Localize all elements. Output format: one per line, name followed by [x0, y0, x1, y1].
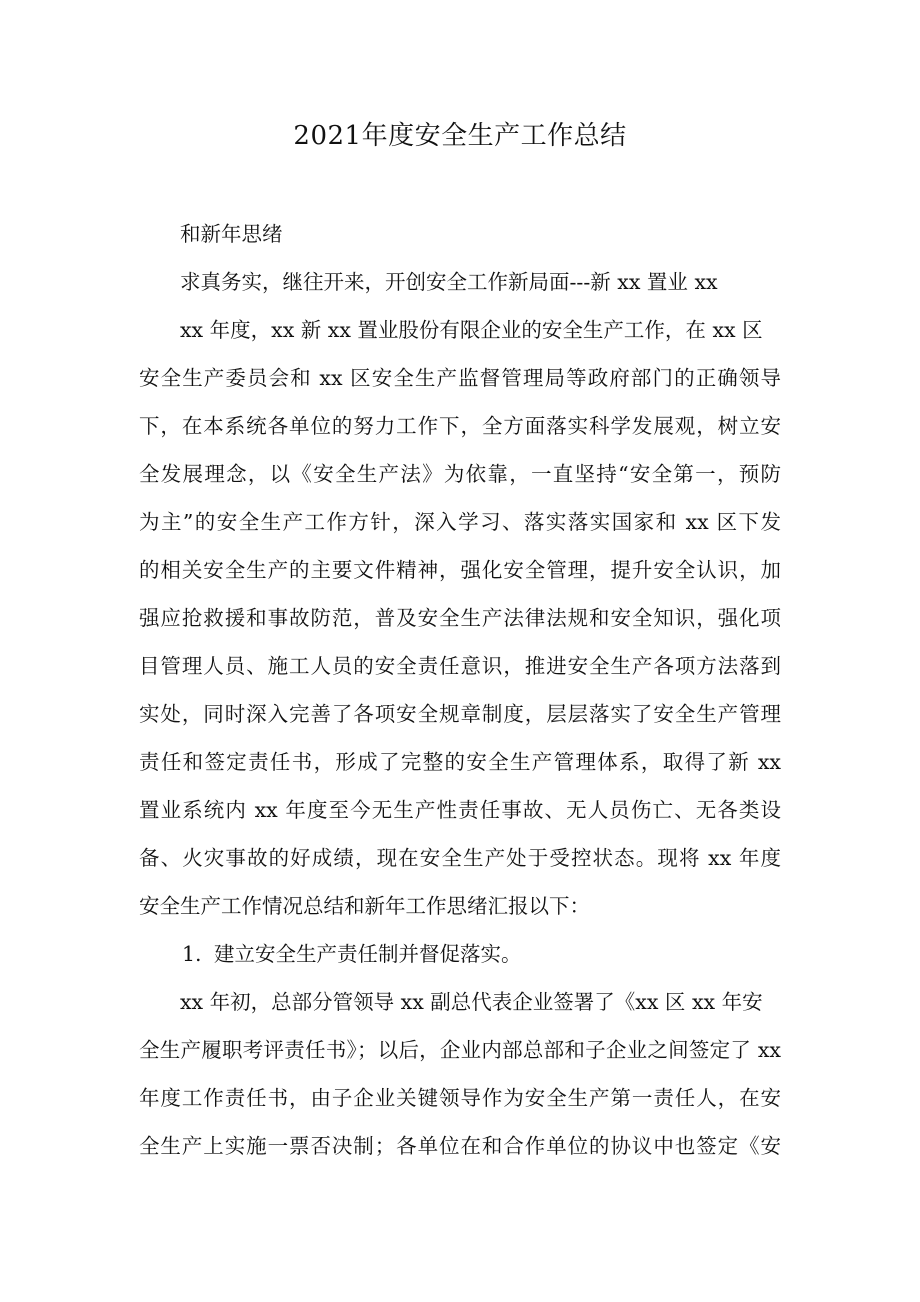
- paragraph-line: 安全生产工作情况总结和新年工作思绪汇报以下：: [139, 894, 590, 918]
- paragraph-line: 求真务实，继往开来，开创安全工作新局面---新 xx 置业 xx: [180, 270, 718, 294]
- paragraph-line: 目管理人员、施工人员的安全责任意识，推进安全生产各项方法落到: [139, 654, 781, 678]
- item-number: 1.: [182, 942, 202, 966]
- paragraph-line: 安全生产委员会和 xx 区安全生产监督管理局等政府部门的正确领导: [139, 366, 781, 390]
- paragraph-line: xx 年初，总部分管领导 xx 副总代表企业签署了《xx 区 xx 年安: [180, 990, 763, 1014]
- paragraph-line: 为主”的安全生产工作方针，深入学习、落实落实国家和 xx 区下发: [139, 510, 781, 534]
- paragraph-line: 全生产履职考评责任书》；以后，企业内部总部和子企业之间签定了 xx: [139, 1038, 781, 1062]
- paragraph-line: 全发展理念，以《安全生产法》为依靠，一直坚持“安全第一，预防: [139, 462, 781, 486]
- paragraph-line: 和新年思绪: [180, 222, 283, 246]
- item-text: 建立安全生产责任制并督促落实。: [214, 942, 522, 966]
- paragraph-line: 强应抢救援和事故防范，普及安全生产法律法规和安全知识，强化项: [139, 606, 781, 630]
- paragraph-line: 实处，同时深入完善了各项安全规章制度，层层落实了安全生产管理: [139, 702, 781, 726]
- paragraph-line: xx 年度，xx 新 xx 置业股份有限企业的安全生产工作，在 xx 区: [180, 318, 763, 342]
- paragraph-line: 下，在本系统各单位的努力工作下，全方面落实科学发展观，树立安: [139, 414, 781, 438]
- paragraph-line: 责任和签定责任书，形成了完整的安全生产管理体系，取得了新 xx: [139, 750, 781, 774]
- document-title: 2021年度安全生产工作总结: [293, 121, 627, 151]
- paragraph-line: 全生产上实施一票否决制；各单位在和合作单位的协议中也签定《安: [139, 1134, 781, 1158]
- paragraph-line: 年度工作责任书，由子企业关键领导作为安全生产第一责任人，在安: [139, 1086, 781, 1110]
- paragraph-line: 备、火灾事故的好成绩，现在安全生产处于受控状态。现将 xx 年度: [139, 846, 781, 870]
- paragraph-line: 置业系统内 xx 年度至今无生产性责任事故、无人员伤亡、无各类设: [139, 798, 781, 822]
- paragraph-line: 的相关安全生产的主要文件精神，强化安全管理，提升安全认识，加: [139, 558, 781, 582]
- numbered-item: [182, 938, 522, 970]
